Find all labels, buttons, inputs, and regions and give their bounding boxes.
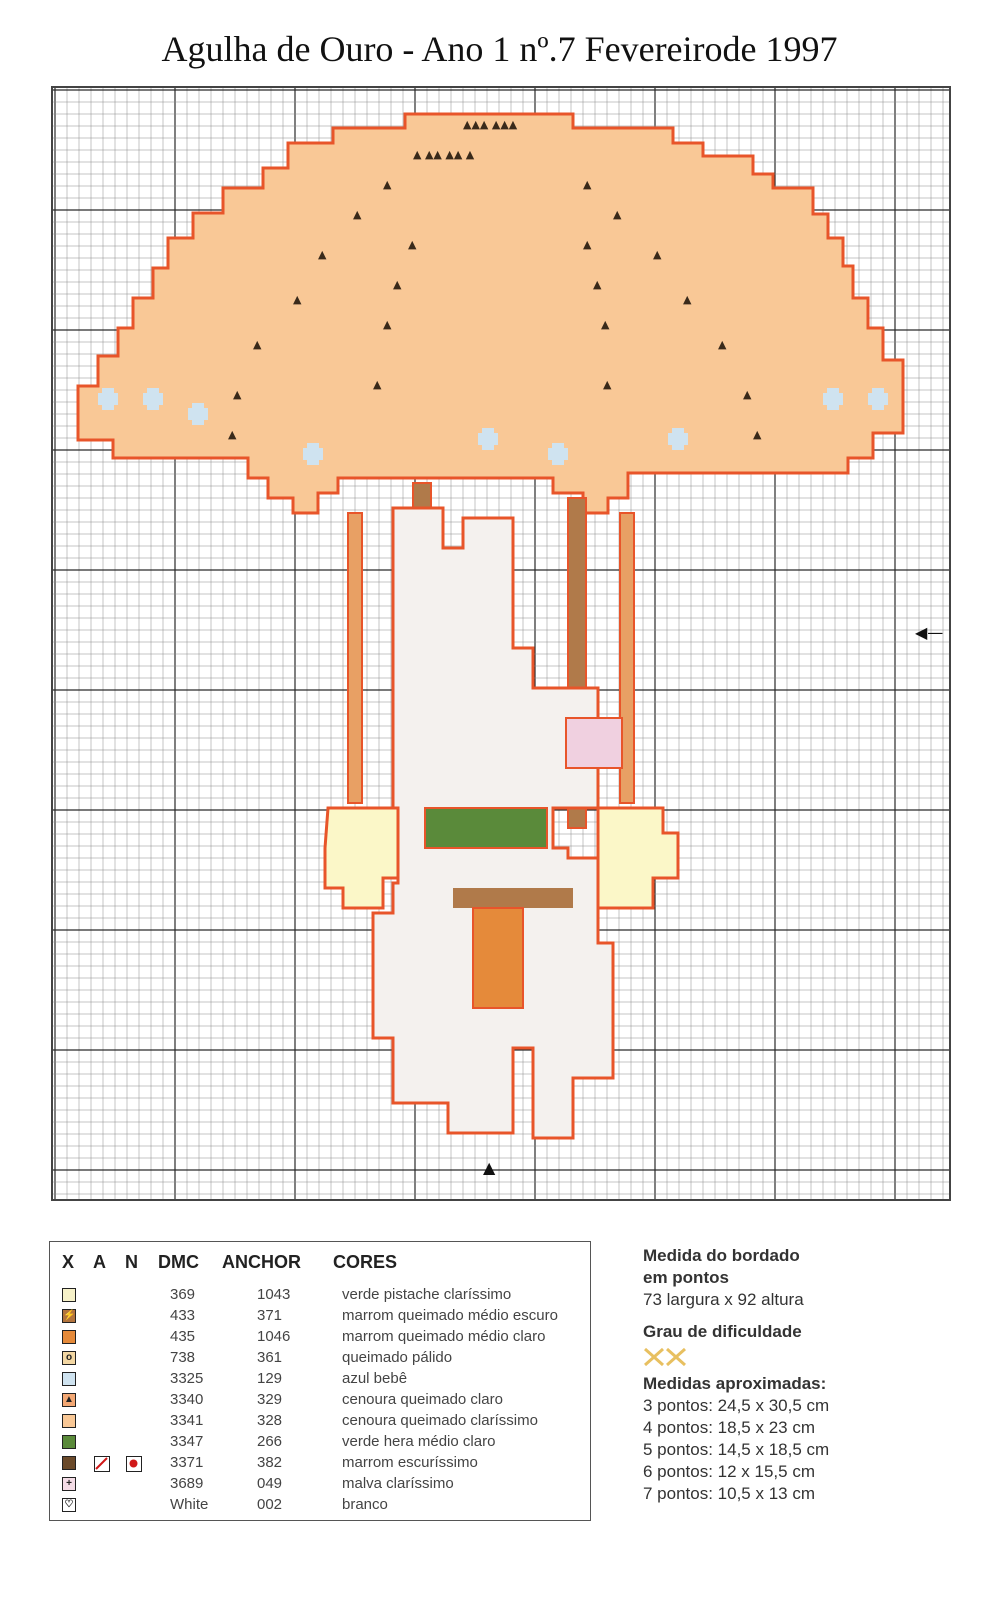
legend-dmc: 3340	[170, 1391, 204, 1408]
legend-swatch	[62, 1414, 76, 1428]
measures-heading: Medidas aproximadas:	[643, 1374, 827, 1393]
legend-dmc: 369	[170, 1286, 196, 1303]
left-rope	[348, 513, 362, 803]
legend-color-name: marrom queimado médio escuro	[342, 1307, 558, 1324]
legend-header-cores: CORES	[333, 1252, 398, 1272]
legend-swatch: ▲	[62, 1393, 76, 1407]
legend-row	[50, 1475, 590, 1496]
svg-text:▲: ▲	[718, 338, 727, 351]
legend-anchor: 329	[257, 1391, 283, 1408]
page-title: Agulha de Ouro - Ano 1 nº.7 Fevereirode 1997	[161, 29, 838, 69]
legend-header-dmc: DMC	[158, 1252, 199, 1272]
legend-anchor: 382	[257, 1454, 283, 1471]
legend-header-n: N	[125, 1252, 138, 1272]
measure-7: 7 pontos: 10,5 x 13 cm	[643, 1484, 815, 1503]
brown-band	[453, 888, 573, 908]
svg-text:▲: ▲	[613, 208, 622, 221]
legend-row	[50, 1454, 590, 1475]
legend-anchor: 328	[257, 1412, 283, 1429]
legend-dmc: 3689	[170, 1475, 204, 1492]
legend-color-name: marrom queimado médio claro	[342, 1328, 546, 1345]
cross-stitch-chart	[51, 86, 951, 1201]
legend-color-name: marrom escuríssimo	[342, 1454, 478, 1471]
legend-anchor: 1046	[257, 1328, 291, 1345]
svg-text:▲: ▲	[601, 318, 610, 331]
legend-color-name: cenoura queimado claríssimo	[342, 1412, 538, 1429]
center-marker-bottom: ▲	[483, 1158, 496, 1177]
pattern-artwork	[78, 114, 943, 1177]
color-legend	[49, 1241, 591, 1521]
legend-dmc: 433	[170, 1307, 196, 1324]
legend-anchor: 361	[257, 1349, 283, 1366]
legend-dmc: White	[170, 1496, 209, 1513]
svg-text:▲: ▲	[393, 278, 402, 291]
svg-text:▲: ▲	[228, 428, 237, 441]
legend-swatch	[62, 1456, 76, 1470]
legend-swatch: o	[62, 1351, 76, 1365]
legend-anchor: 002	[257, 1496, 283, 1513]
legend-row	[50, 1391, 590, 1412]
legend-anchor: 371	[257, 1307, 283, 1324]
legend-row	[50, 1496, 590, 1517]
measure-3: 3 pontos: 24,5 x 30,5 cm	[643, 1396, 830, 1415]
backstitch-line-icon	[94, 1456, 110, 1472]
legend-header-a: A	[93, 1252, 106, 1272]
legend-color-name: branco	[342, 1496, 388, 1513]
two-x-stitch-icon	[643, 1347, 983, 1367]
svg-text:▲: ▲	[603, 378, 612, 391]
svg-text:▲: ▲	[318, 248, 327, 261]
legend-color-name: cenoura queimado claro	[342, 1391, 503, 1408]
legend-color-name: azul bebê	[342, 1370, 408, 1387]
difficulty-heading: Grau de dificuldade	[643, 1322, 802, 1341]
legend-swatch	[62, 1435, 76, 1449]
pattern-canvas	[53, 88, 949, 1199]
size-heading-1: Medida do bordado	[643, 1246, 800, 1265]
svg-text:▲: ▲	[373, 378, 382, 391]
legend-dmc: 3371	[170, 1454, 204, 1471]
legend-anchor: 129	[257, 1370, 283, 1387]
legend-dmc: 3325	[170, 1370, 204, 1387]
svg-text:▲: ▲	[593, 278, 602, 291]
pink-paw	[566, 718, 622, 768]
legend-anchor: 266	[257, 1433, 283, 1450]
legend-dmc: 738	[170, 1349, 196, 1366]
green-belt	[425, 808, 547, 848]
svg-text:▲: ▲	[743, 388, 752, 401]
legend-row	[50, 1433, 590, 1454]
legend-dmc: 3347	[170, 1433, 204, 1450]
legend-color-name: verde pistache claríssimo	[342, 1286, 512, 1303]
legend-swatch	[62, 1288, 76, 1302]
legend-swatch: ⚡	[63, 1310, 76, 1321]
legend-swatch: +	[62, 1477, 76, 1491]
measure-5: 5 pontos: 14,5 x 18,5 cm	[643, 1440, 830, 1459]
legend-dmc: 3341	[170, 1412, 204, 1429]
legend-dmc: 435	[170, 1328, 196, 1345]
svg-text:▲: ▲	[683, 293, 692, 306]
legend-color-name: queimado pálido	[342, 1349, 453, 1366]
legend-swatch: ♡	[62, 1498, 76, 1512]
legend-row	[50, 1307, 590, 1328]
svg-text:▲ ▲▲ ▲▲ ▲: ▲ ▲▲ ▲▲ ▲	[413, 148, 475, 161]
svg-text:▲: ▲	[408, 238, 417, 251]
measure-4: 4 pontos: 18,5 x 23 cm	[643, 1418, 815, 1437]
svg-text:▲: ▲	[383, 178, 392, 191]
svg-text:▲: ▲	[233, 388, 242, 401]
legend-row	[50, 1370, 590, 1391]
legend-row	[50, 1349, 590, 1370]
svg-text:▲: ▲	[583, 178, 592, 191]
svg-text:▲: ▲	[753, 428, 762, 441]
svg-text:▲: ▲	[583, 238, 592, 251]
legend-anchor: 1043	[257, 1286, 291, 1303]
center-marker-right: ◀—	[915, 623, 944, 642]
svg-text:▲▲▲ ▲▲▲: ▲▲▲ ▲▲▲	[463, 118, 518, 131]
legend-swatch	[62, 1330, 76, 1344]
size-value: 73 largura x 92 altura	[643, 1290, 804, 1309]
legend-header-anchor: ANCHOR	[222, 1252, 301, 1272]
legend-row	[50, 1328, 590, 1349]
svg-text:▲: ▲	[353, 208, 362, 221]
legend-color-name: verde hera médio claro	[342, 1433, 496, 1450]
legend-header-x: X	[62, 1252, 75, 1272]
svg-text:▲: ▲	[253, 338, 262, 351]
size-heading-2: em pontos	[643, 1268, 729, 1287]
legend-swatch	[62, 1372, 76, 1386]
legend-row	[50, 1286, 590, 1307]
svg-text:▲: ▲	[383, 318, 392, 331]
legend-row	[50, 1412, 590, 1433]
svg-text:▲: ▲	[293, 293, 302, 306]
measure-6: 6 pontos: 12 x 15,5 cm	[643, 1462, 815, 1481]
legend-anchor: 049	[257, 1475, 283, 1492]
orange-panel	[473, 908, 523, 1008]
french-knot-icon	[126, 1456, 142, 1472]
pattern-info	[643, 1245, 983, 1505]
svg-text:▲: ▲	[653, 248, 662, 261]
legend-color-name: malva claríssimo	[342, 1475, 454, 1492]
